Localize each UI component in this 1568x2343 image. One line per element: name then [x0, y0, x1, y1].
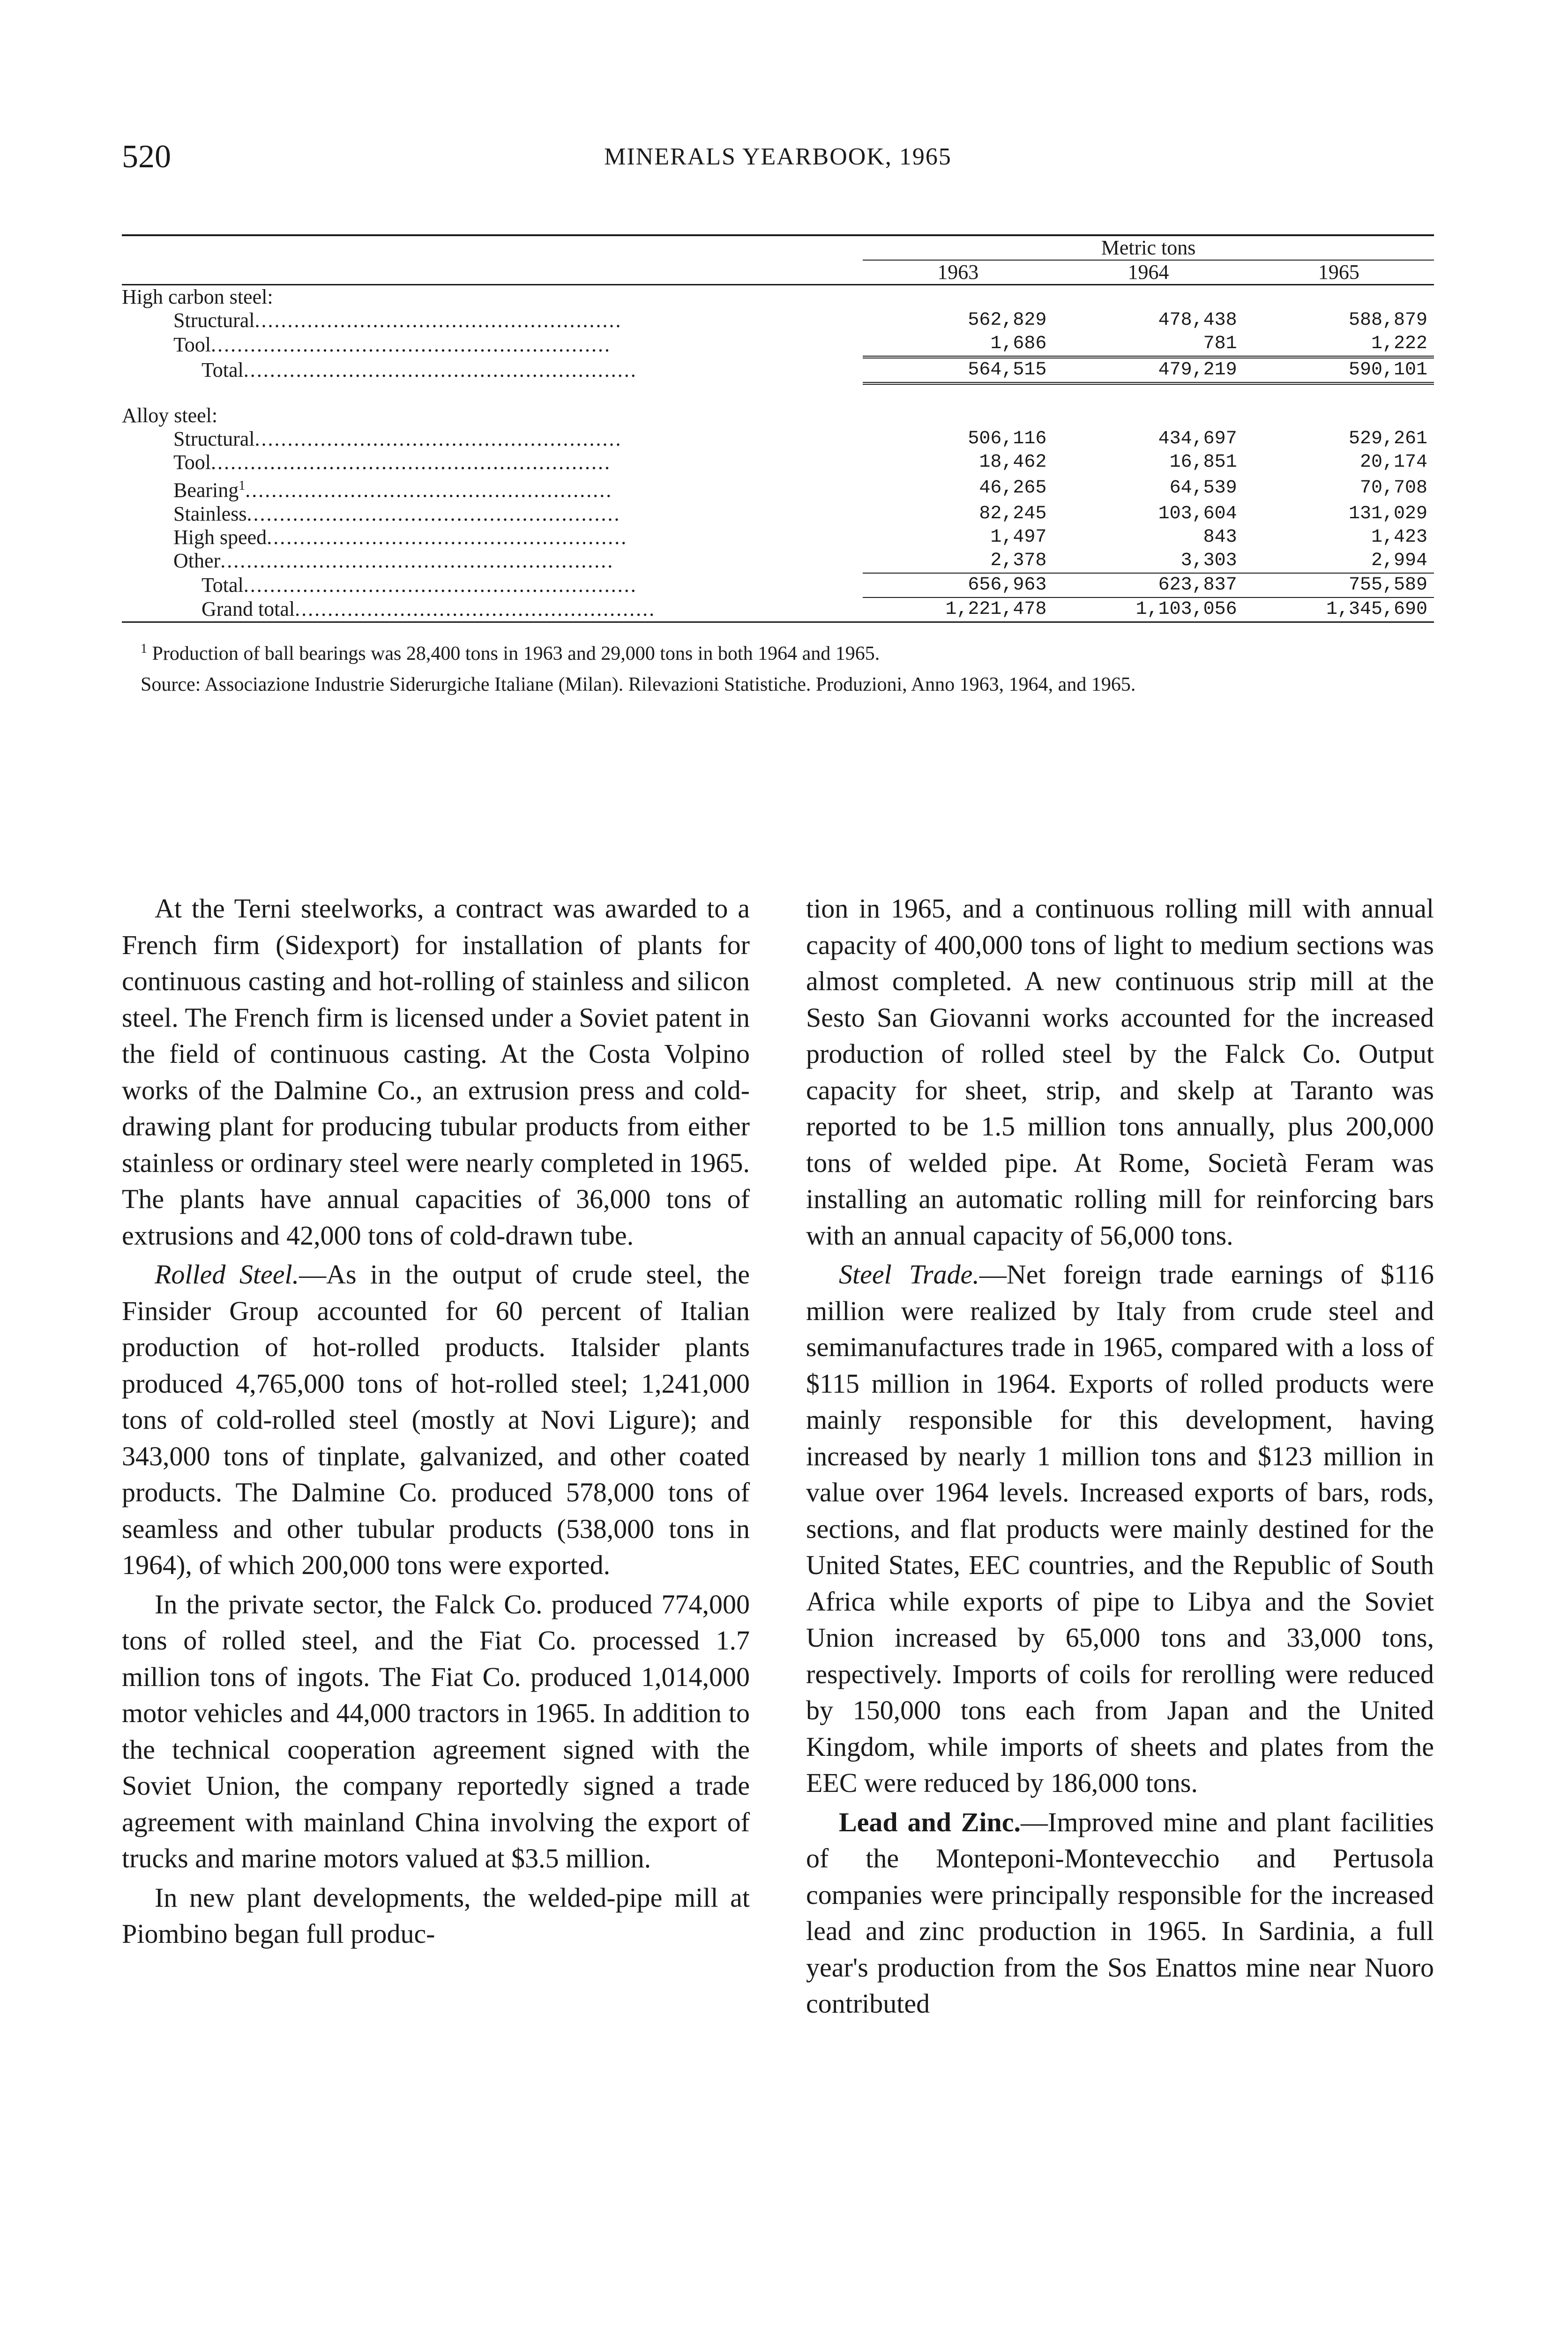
footnote-marker: 1: [239, 478, 246, 493]
section-heading: Lead and Zinc.: [839, 1806, 1021, 1837]
running-title: MINERALS YEARBOOK, 1965: [604, 143, 952, 170]
grand-total-cell: 1,103,056: [1053, 597, 1243, 622]
paragraph-text: —Net foreign trade earnings of $116 million were realized by Italy from crude steel and semimanufactures trade in 1965, compared with a loss of $115 million in 1964. Exports of rolled products were mainly responsible for this development, having increased by nearly 1 million tons and $123 million in value over 1964 levels. Increased exports of bars, rods, sections, and flat products were mainly destined for the United States, EEC countries, and the Republic of South Africa while exports of pipe to Libya and the Soviet Union increased by 65,000 tons and 33,000 tons, respectively. Imports of coils for rerolling were reduced by 150,000 tons each from Japan and the United Kingdom, while imports of sheets and plates from the EEC were reduced by 186,000 tons.: [806, 1259, 1434, 1798]
total-cell: 755,589: [1244, 573, 1434, 597]
section-label: High carbon steel:: [122, 285, 273, 308]
row-label: Structural: [173, 309, 255, 332]
paragraph-text: —Improved mine and plant facilities of the Monteponi-Montevecchio and Pertusola companies were principally responsible for the increased lead and zinc production in 1965. In Sardinia, a full year's production from the Sos Enattos mine near Nuoro contributed: [806, 1806, 1434, 2019]
footnote-text: Production of ball bearings was 28,400 tons in 1963 and 29,000 tons in both 1964 and 1965.: [152, 642, 880, 664]
cell: 1,222: [1371, 333, 1427, 354]
table-row: Other............................................................ 2,378 3,303 2,994: [122, 549, 1434, 573]
row-label: Stainless: [173, 502, 247, 525]
page-number: 520: [122, 139, 171, 175]
table-row: Tool............................................................. 1,686 781 1,222: [122, 332, 1434, 357]
table-row: High speed....................................................... 1,497 843 1,423: [122, 526, 1434, 549]
row-label: Tool: [173, 333, 211, 356]
total-cell: 623,837: [1053, 573, 1243, 597]
cell: 18,462: [979, 452, 1047, 473]
body-text: [122, 890, 1434, 2343]
year-header: 1963: [863, 260, 1053, 285]
row-label: Other: [173, 549, 221, 573]
cell: 70,708: [1359, 477, 1427, 499]
row-label: Tool: [173, 451, 211, 474]
paragraph: In the private sector, the Falck Co. produced 774,000 tons of rolled steel, and the Fiat Co. processed 1.7 million tons of ingots. The Fiat Co. produced 1,014,000 motor vehicles and 44,000 tractors in 1965. In addition to the technical cooperation agreement signed with the Soviet Union, the company reportedly signed a trade agreement with mainland China involving the export of trucks and marine motors valued at $3.5 million.: [122, 1589, 750, 1873]
cell: 131,029: [1348, 503, 1427, 524]
total-cell: 564,515: [863, 357, 1053, 383]
table-row: Structural........................................................ 506,116 434,697 529,261: [122, 427, 1434, 451]
paragraph-text: —As in the output of crude steel, the Finsider Group accounted for 60 percent of Italian production of hot-rolled products. Italsider plants produced 4,765,000 tons of hot-rolled steel; 1,241,000 tons of cold-rolled steel (mostly at Novi Ligure); and 343,000 tons of tinplate, galvanized, and other coated products. The Dalmine Co. produced 578,000 tons of seamless and other tubular products (538,000 tons in 1964), of which 200,000 tons were exported.: [122, 1259, 750, 1580]
table-notes: [122, 637, 1434, 697]
table-row: Tool............................................................. 18,462 16,851 20,174: [122, 451, 1434, 474]
cell: 478,438: [1158, 310, 1237, 331]
footnote: [122, 637, 1434, 666]
section-heading-row: [122, 285, 1434, 309]
year-header: 1964: [1053, 260, 1243, 285]
cell: 781: [1203, 333, 1237, 354]
unit-header: Metric tons: [863, 235, 1434, 260]
cell: 562,829: [968, 310, 1047, 331]
cell: 20,174: [1359, 452, 1427, 473]
grand-total-cell: 1,221,478: [863, 597, 1053, 622]
cell: 1,423: [1371, 526, 1427, 548]
source-note: Source: Associazione Industrie Siderurgiche Italiane (Milan). Rilevazioni Statistiche. Produzioni, Anno 1963, 1964, and 1965.: [141, 673, 1136, 695]
cell: 529,261: [1348, 428, 1427, 449]
table-year-header-row: [122, 260, 1434, 285]
cell: 2,994: [1371, 550, 1427, 571]
cell: 64,539: [1169, 477, 1237, 499]
section-label: Alloy steel:: [122, 404, 218, 427]
total-row: Total............................................................ 564,515 479,219 590,101: [122, 357, 1434, 383]
row-label: Structural: [173, 427, 255, 450]
paragraph: tion in 1965, and a continuous rolling mill with annual capacity of 400,000 tons of light to medium sections was almost completed. A new continuous strip mill at the Sesto San Giovanni works accounted for the increased production of rolled steel by the Falck Co. Output capacity for sheet, strip, and skelp at Taranto was reported to be 1.5 million tons annually, plus 200,000 tons of welded pipe. At Rome, Società Feram was installing an automatic rolling mill for reinforcing bars with an annual capacity of 56,000 tons.: [806, 893, 1434, 1251]
footnote-marker: 1: [141, 641, 147, 656]
row-label: High speed: [173, 525, 267, 549]
cell: 1,686: [990, 333, 1047, 354]
table-unit-header-row: [122, 235, 1434, 260]
cell: 434,697: [1158, 428, 1237, 449]
total-cell: 479,219: [1053, 357, 1243, 383]
grand-total-label: Grand total: [202, 597, 295, 621]
section-heading-row: [122, 383, 1434, 427]
cell: 2,378: [990, 550, 1047, 571]
total-cell: 590,101: [1244, 357, 1434, 383]
left-column: [122, 890, 750, 1952]
section-heading: Steel Trade.: [839, 1259, 979, 1290]
data-table: [122, 234, 1434, 623]
production-table: [122, 234, 1434, 703]
table-row: Structural........................................................ 562,829 478,438 588,879: [122, 309, 1434, 332]
page-header: [122, 136, 1434, 178]
grand-total-row: Grand total....................................................... 1,221,478 1,103,056 1,345,690: [122, 597, 1434, 622]
right-column: [806, 890, 1434, 2022]
cell: 1,497: [990, 526, 1047, 548]
grand-total-cell: 1,345,690: [1244, 597, 1434, 622]
cell: 3,303: [1180, 550, 1237, 571]
total-row: Total............................................................ 656,963 623,837 755,589: [122, 573, 1434, 597]
paragraph: In new plant developments, the welded-pipe mill at Piombino began full produc-: [122, 1882, 750, 1949]
total-label: Total: [202, 358, 244, 381]
table-row: Stainless......................................................... 82,245 103,604 131,029: [122, 502, 1434, 526]
year-header: 1965: [1244, 260, 1434, 285]
total-label: Total: [202, 573, 244, 597]
cell: 588,879: [1348, 310, 1427, 331]
paragraph: At the Terni steelworks, a contract was awarded to a French firm (Sidexport) for installation of plants for continuous casting and hot-rolling of stainless and silicon steel. The French firm is licensed under a Soviet patent in the field of continuous casting. At the Costa Volpino works of the Dalmine Co., an extrusion press and cold-drawing plant for producing tubular products from either stainless or ordinary steel were nearly completed in 1965. The plants have annual capacities of 36,000 tons of extrusions and 42,000 tons of cold-drawn tube.: [122, 893, 750, 1251]
cell: 506,116: [968, 428, 1047, 449]
cell: 16,851: [1169, 452, 1237, 473]
total-cell: 656,963: [863, 573, 1053, 597]
cell: 843: [1203, 526, 1237, 548]
cell: 82,245: [979, 503, 1047, 524]
table-row: Bearing$^1$........................................................ 46,265 64,539 70,708: [122, 474, 1434, 502]
cell: 103,604: [1158, 503, 1237, 524]
cell: 46,265: [979, 477, 1047, 499]
paragraph: [122, 1256, 750, 1583]
paragraph: [806, 1804, 1434, 2022]
paragraph: [806, 1256, 1434, 1801]
row-label: Bearing: [173, 478, 239, 502]
section-heading: Rolled Steel.: [155, 1259, 299, 1290]
